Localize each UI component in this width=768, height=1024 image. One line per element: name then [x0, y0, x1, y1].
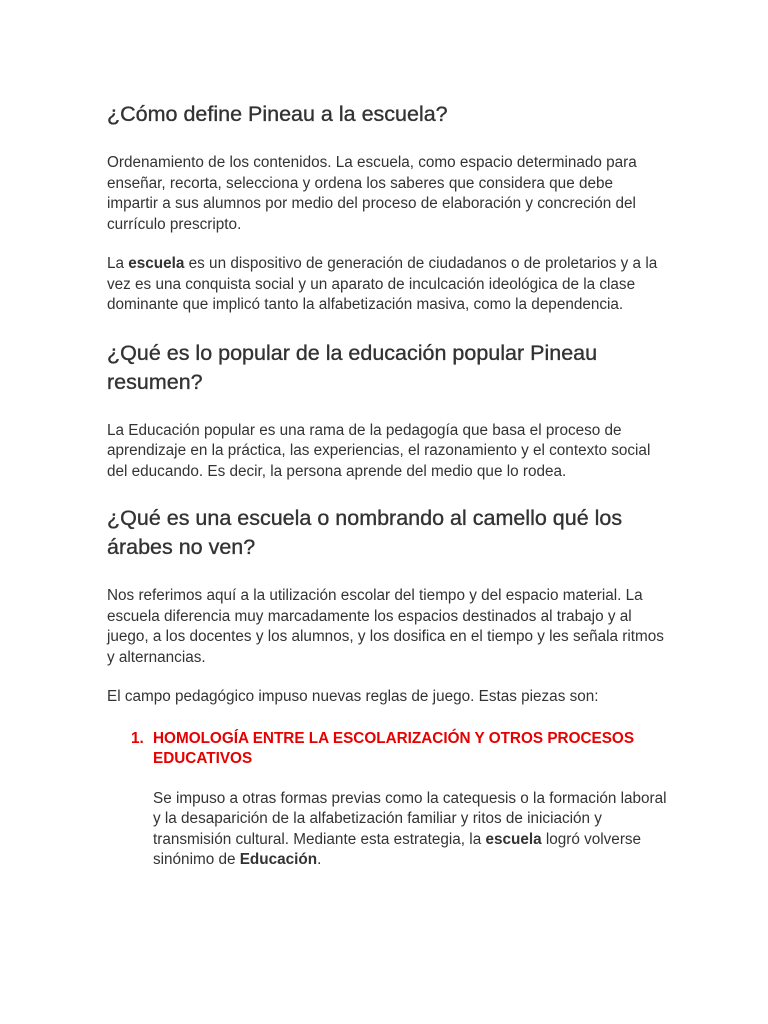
paragraph-ordenamiento: Ordenamiento de los contenidos. La escuela, como espacio determinado para enseñar, recorta, selecciona y ordena los saberes que considera que debe impartir a sus alumnos por medio del proceso de elaboración y concreción del currículo prescripto. — [107, 154, 637, 233]
section-heading-camello: ¿Qué es una escuela o nombrando al camello qué los árabes no ven? — [107, 506, 623, 559]
list-item-heading: HOMOLOGÍA ENTRE LA ESCOLARIZACIÓN Y OTROS PROCESOS EDUCATIVOS — [153, 729, 635, 767]
bold-term-educacion: Educación — [239, 851, 318, 868]
bold-term-escuela: escuela — [485, 830, 542, 848]
paragraph-escuela-dispositivo — [107, 254, 667, 316]
list-item-body — [153, 789, 667, 871]
list-item — [107, 729, 667, 871]
bold-term-escuela: escuela — [128, 255, 185, 272]
text-span: es un dispositivo de generación de ciudadanos o de proletarios y a la vez es una conquista social y un aparato de inculcación ideológica de la clase dominante que implicó tanto la alfabetización masiva, como la dependencia. — [107, 255, 658, 313]
text-span: logró volverse sinónimo de — [153, 830, 642, 868]
text-span: Se impuso a otras formas previas como la catequesis o la formación laboral y la desaparición de la alfabetización familiar y ritos de iniciación y transmisión cultural. Mediante esta estrategia, la — [153, 789, 667, 848]
paragraph-reglas-de-juego: El campo pedagógico impuso nuevas reglas de juego. Estas piezas son: — [107, 688, 599, 705]
paragraph-educacion-popular: La Educación popular es una rama de la pedagogía que basa el proceso de aprendizaje en la práctica, las experiencias, el razonamiento y el contexto social del educando. Es decir, la persona aprende del medio que lo rodea. — [107, 421, 651, 480]
text-span: . — [317, 851, 322, 868]
list-item-number: 1. — [131, 729, 144, 747]
section-heading-pineau-escuela: ¿Cómo define Pineau a la escuela? — [107, 102, 448, 126]
numbered-list — [107, 729, 667, 871]
paragraph-tiempo-espacio: Nos referimos aquí a la utilización escolar del tiempo y del espacio material. La escuela diferencia muy marcadamente los espacios destinados al trabajo y al juego, a los docentes y los alumnos, y los dosifica en el tiempo y les señala ritmos y alternancias. — [107, 587, 664, 666]
text-span: La — [107, 255, 129, 272]
document-page — [107, 100, 667, 871]
section-heading-educacion-popular: ¿Qué es lo popular de la educación popular Pineau resumen? — [107, 340, 598, 394]
